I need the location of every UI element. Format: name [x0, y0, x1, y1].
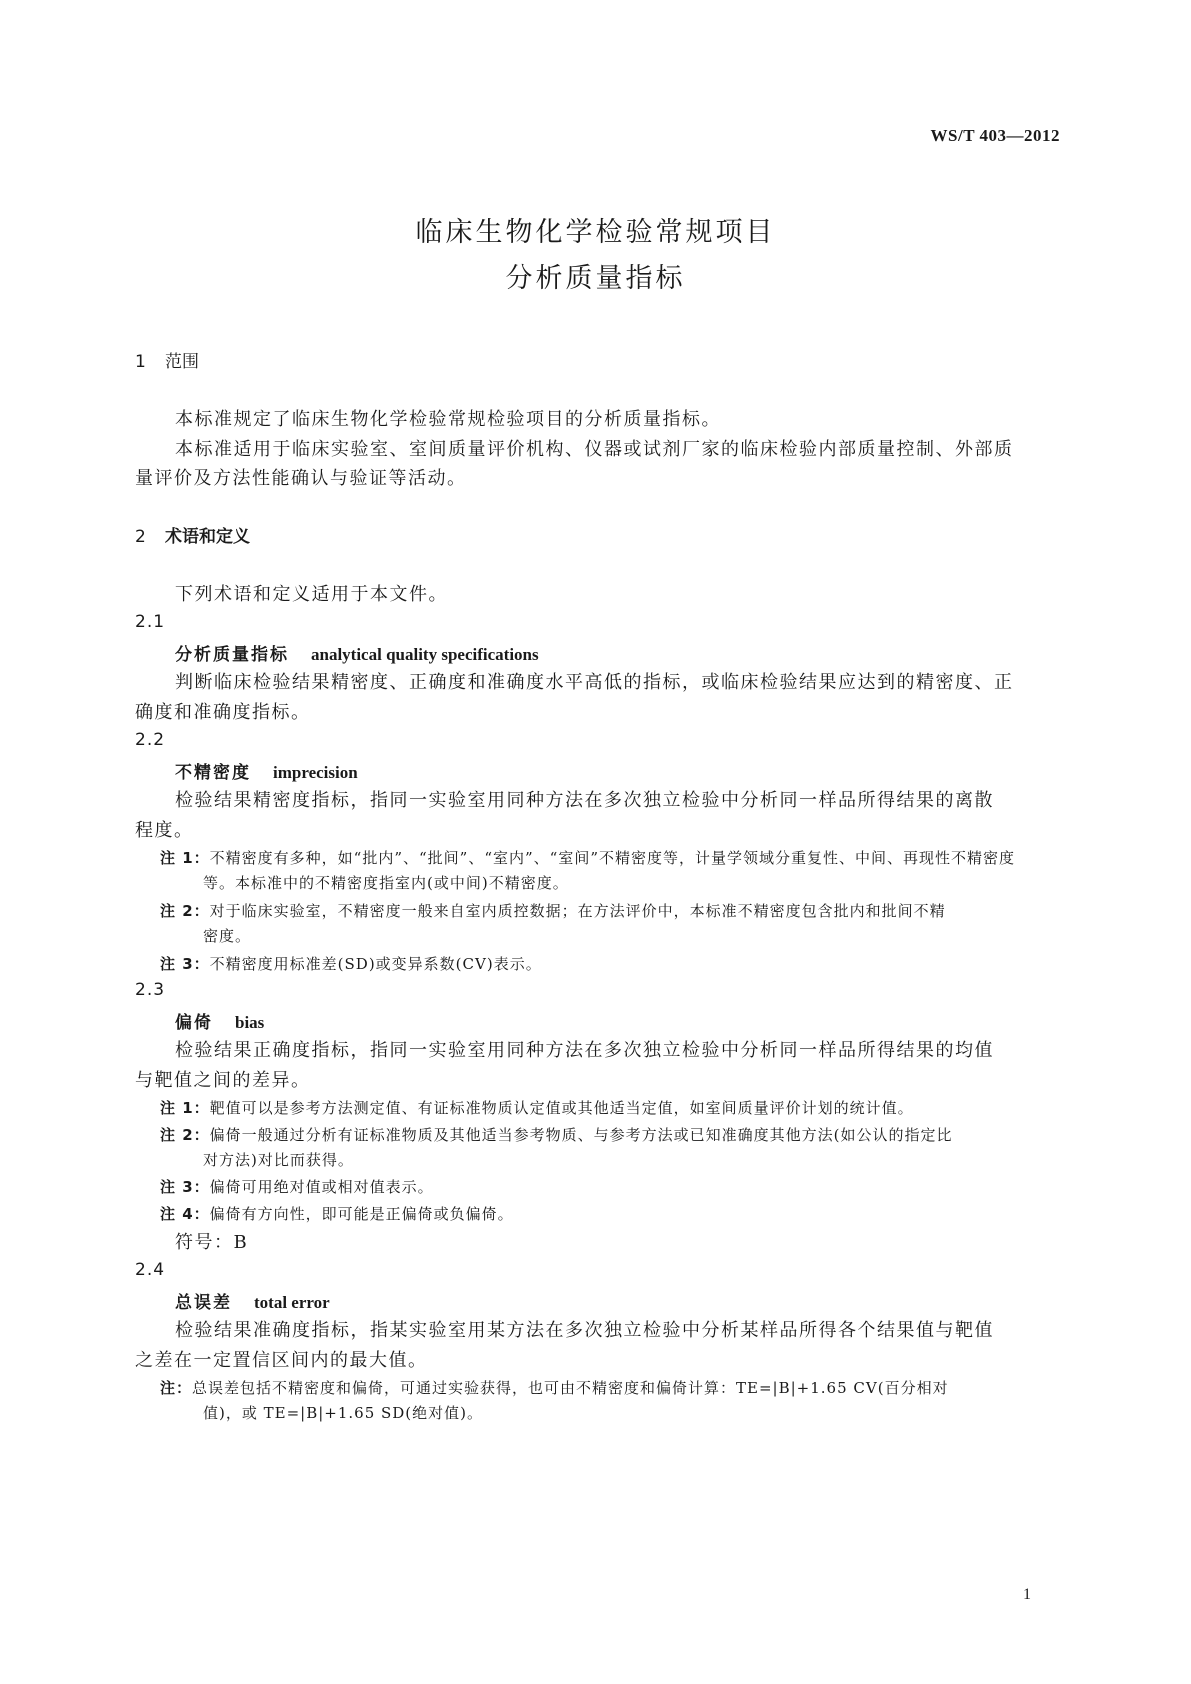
note-text: 密度。 [203, 927, 252, 945]
term-en: imprecision [273, 763, 358, 782]
paragraph: 下列术语和定义适用于本文件。 [175, 584, 448, 605]
document-title-line2: 分析质量指标 [505, 263, 686, 294]
note [160, 1203, 514, 1224]
note-label: 注 2： [160, 1126, 210, 1144]
note-text: 对方法)对比而获得。 [203, 1151, 354, 1169]
note-text: 总误差包括不精密度和偏倚，可通过实验获得，也可由不精密度和偏倚计算：TE=|B|+1.65 CV(百分相对 [192, 1379, 949, 1397]
note-text: 对于临床实验室，不精密度一般来自室内质控数据；在方法评价中，本标准不精密度包含批内和批间不精 [209, 902, 946, 920]
note [160, 1377, 949, 1398]
section-number: 2 [135, 527, 146, 547]
document-title-line1: 临床生物化学检验常规项目 [415, 217, 776, 248]
note [160, 1124, 953, 1145]
definition: 之差在一定置信区间内的最大值。 [135, 1350, 428, 1371]
term-heading [175, 758, 358, 783]
section-1-heading [135, 347, 199, 372]
standard-code: WS/T 403—2012 [930, 126, 1060, 145]
note-text: 偏倚有方向性，即可能是正偏倚或负偏倚。 [209, 1205, 514, 1223]
paragraph: 量评价及方法性能确认与验证等活动。 [135, 468, 467, 489]
section-title: 术语和定义 [165, 527, 250, 547]
term-zh: 分析质量指标 [175, 645, 289, 665]
term-heading [175, 1008, 264, 1033]
definition: 检验结果正确度指标，指同一实验室用同种方法在多次独立检验中分析同一样品所得结果的均值 [175, 1040, 994, 1061]
clause-number: 2.4 [135, 1260, 166, 1280]
definition: 检验结果准确度指标，指某实验室用某方法在多次独立检验中分析某样品所得各个结果值与靶值 [175, 1320, 994, 1341]
note [160, 953, 542, 974]
section-title: 范围 [165, 352, 199, 372]
term-heading [175, 1288, 330, 1313]
section-2-heading [135, 522, 250, 547]
clause-number: 2.3 [135, 980, 166, 1000]
note-text: 偏倚一般通过分析有证标准物质及其他适当参考物质、与参考方法或已知准确度其他方法(如公认的指定比 [209, 1126, 953, 1144]
note-label: 注 1： [160, 1099, 210, 1117]
definition: 确度和准确度指标。 [135, 702, 311, 723]
note-text: 靶值可以是参考方法测定值、有证标准物质认定值或其他适当定值，如室间质量评价计划的统计值。 [209, 1099, 914, 1117]
note [160, 1097, 914, 1118]
note-label: 注 2： [160, 902, 210, 920]
note [160, 900, 946, 921]
definition: 判断临床检验结果精密度、正确度和准确度水平高低的指标，或临床检验结果应达到的精密度、正 [175, 672, 1014, 693]
note [160, 1176, 434, 1197]
term-zh: 不精密度 [175, 763, 251, 783]
term-en: total error [254, 1293, 330, 1312]
term-zh: 偏倚 [175, 1013, 213, 1033]
note [160, 847, 1015, 868]
note-label: 注 3： [160, 955, 210, 973]
definition: 程度。 [135, 820, 194, 841]
term-en: bias [235, 1013, 265, 1032]
note-text: 偏倚可用绝对值或相对值表示。 [209, 1178, 434, 1196]
term-heading [175, 640, 539, 665]
note-label: 注 4： [160, 1205, 210, 1223]
note-text: 不精密度有多种，如“批内”、“批间”、“室内”、“室间”不精密度等，计量学领域分重复性、中间、再现性不精密度 [209, 849, 1016, 867]
note-label: 注 3： [160, 1178, 210, 1196]
note-text: 值)，或 TE=|B|+1.65 SD(绝对值)。 [203, 1404, 484, 1422]
clause-number: 2.1 [135, 612, 166, 632]
note-label: 注 1： [160, 849, 210, 867]
symbol: 符号：B [175, 1232, 249, 1253]
note-label: 注： [160, 1379, 193, 1397]
term-en: analytical quality specifications [311, 645, 539, 664]
section-number: 1 [135, 352, 146, 372]
paragraph: 本标准规定了临床生物化学检验常规检验项目的分析质量指标。 [175, 409, 721, 430]
paragraph: 本标准适用于临床实验室、室间质量评价机构、仪器或试剂厂家的临床检验内部质量控制、外部质 [175, 439, 1014, 460]
page-number: 1 [1023, 1586, 1031, 1603]
note-text: 等。本标准中的不精密度指室内(或中间)不精密度。 [203, 874, 569, 892]
term-zh: 总误差 [175, 1293, 232, 1313]
note-text: 不精密度用标准差(SD)或变异系数(CV)表示。 [209, 955, 542, 973]
definition: 与靶值之间的差异。 [135, 1070, 311, 1091]
clause-number: 2.2 [135, 730, 166, 750]
definition: 检验结果精密度指标，指同一实验室用同种方法在多次独立检验中分析同一样品所得结果的离散 [175, 790, 994, 811]
